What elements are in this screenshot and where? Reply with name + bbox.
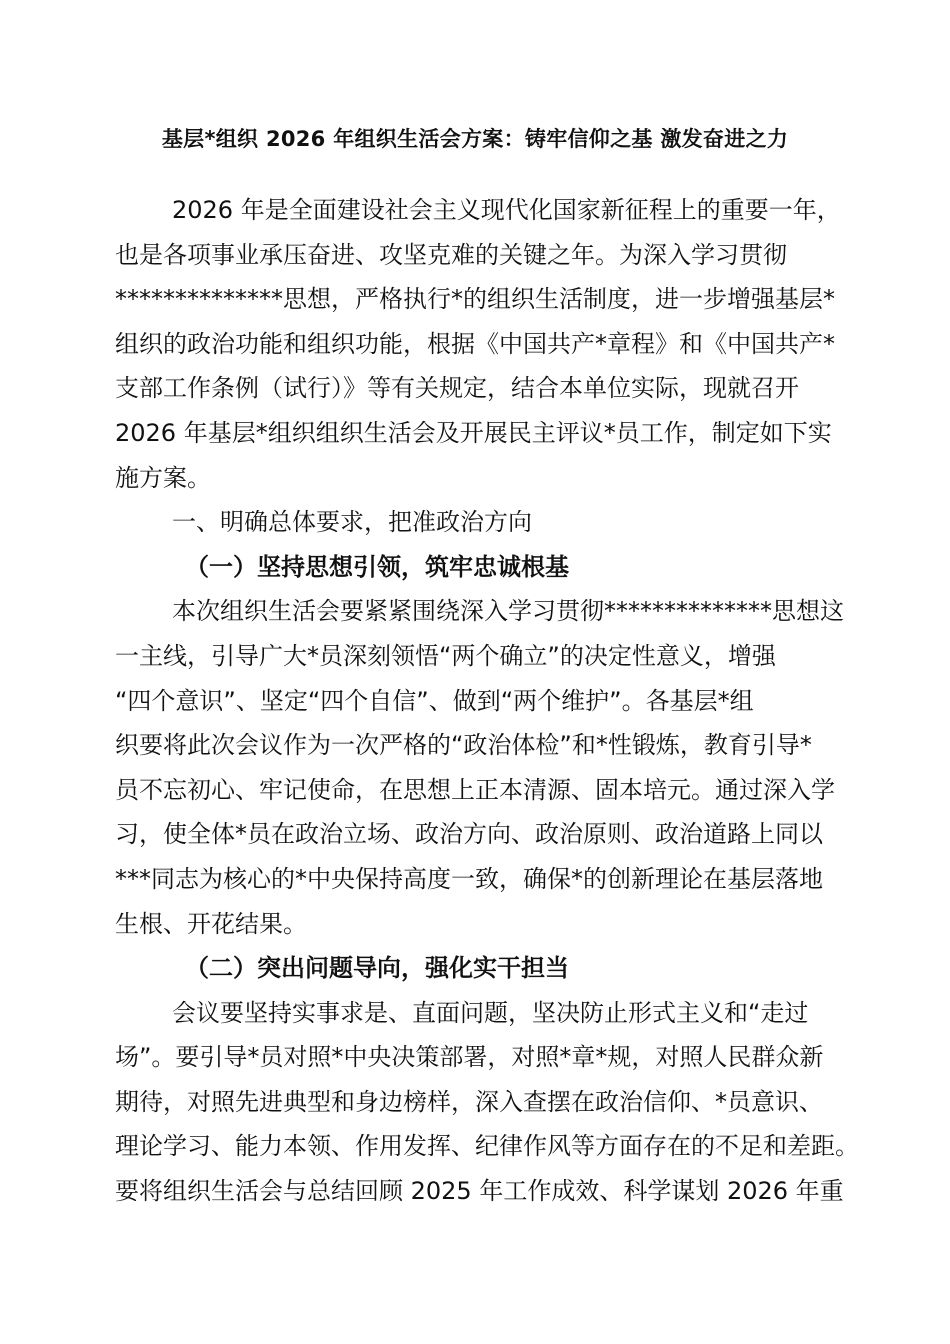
subsection-heading: （二）突出问题导向，强化实干担当 bbox=[185, 954, 569, 983]
document-body bbox=[115, 188, 859, 1214]
paragraph-line: 要将组织生活会与总结回顾 2025 年工作成效、科学谋划 2026 年重 bbox=[115, 1177, 844, 1206]
paragraph-line: 场”。要引导*员对照*中央决策部署，对照*章*规，对照人民群众新 bbox=[115, 1043, 824, 1072]
paragraph-line: 2026 年是全面建设社会主义现代化国家新征程上的重要一年， bbox=[172, 196, 841, 224]
paragraph-line: 施方案。 bbox=[115, 463, 211, 492]
paragraph-line: 织要将此次会议作为一次严格的“政治体检”和*性锻炼，教育引导* bbox=[115, 731, 812, 760]
document-title: 基层*组织 2026 年组织生活会方案：铸牢信仰之基 激发奋进之力 bbox=[161, 127, 789, 151]
paragraph-line: 也是各项事业承压奋进、攻坚克难的关键之年。为深入学习贯彻 bbox=[115, 240, 787, 269]
subsection-heading: （一）坚持思想引领，筑牢忠诚根基 bbox=[185, 552, 569, 581]
paragraph-line: 2026 年基层*组织组织生活会及开展民主评议*员工作，制定如下实 bbox=[115, 418, 832, 447]
paragraph-line: 员不忘初心、牢记使命，在思想上正本清源、固本培元。通过深入学 bbox=[115, 775, 835, 804]
paragraph-line: 本次组织生活会要紧紧围绕深入学习贯彻**************思想这 bbox=[172, 597, 844, 626]
paragraph-line: 会议要坚持实事求是、直面问题，坚决防止形式主义和“走过 bbox=[172, 998, 809, 1027]
paragraph-line: 习，使全体*员在政治立场、政治方向、政治原则、政治道路上同以 bbox=[115, 820, 823, 849]
paragraph-line: 期待，对照先进典型和身边榜样，深入查摆在政治信仰、*员意识、 bbox=[115, 1087, 823, 1116]
section-heading: 一、明确总体要求，把准政治方向 bbox=[172, 508, 532, 537]
paragraph-line: 生根、开花结果。 bbox=[115, 909, 307, 938]
paragraph-line: 支部工作条例（试行）》等有关规定，结合本单位实际，现就召开 bbox=[115, 374, 799, 403]
paragraph-line: 理论学习、能力本领、作用发挥、纪律作风等方面存在的不足和差距。 bbox=[115, 1132, 859, 1161]
paragraph-line: **************思想，严格执行*的组织生活制度，进一步增强基层* bbox=[115, 285, 835, 314]
paragraph-line: 组织的政治功能和组织功能，根据《中国共产*章程》和《中国共产* bbox=[115, 329, 835, 358]
paragraph-line: ***同志为核心的*中央保持高度一致，确保*的创新理论在基层落地 bbox=[115, 864, 823, 893]
paragraph-line: “四个意识”、坚定“四个自信”、做到“两个维护”。各基层*组 bbox=[115, 686, 754, 715]
paragraph-line: 一主线，引导广大*员深刻领悟“两个确立”的决定性意义，增强 bbox=[115, 641, 776, 670]
